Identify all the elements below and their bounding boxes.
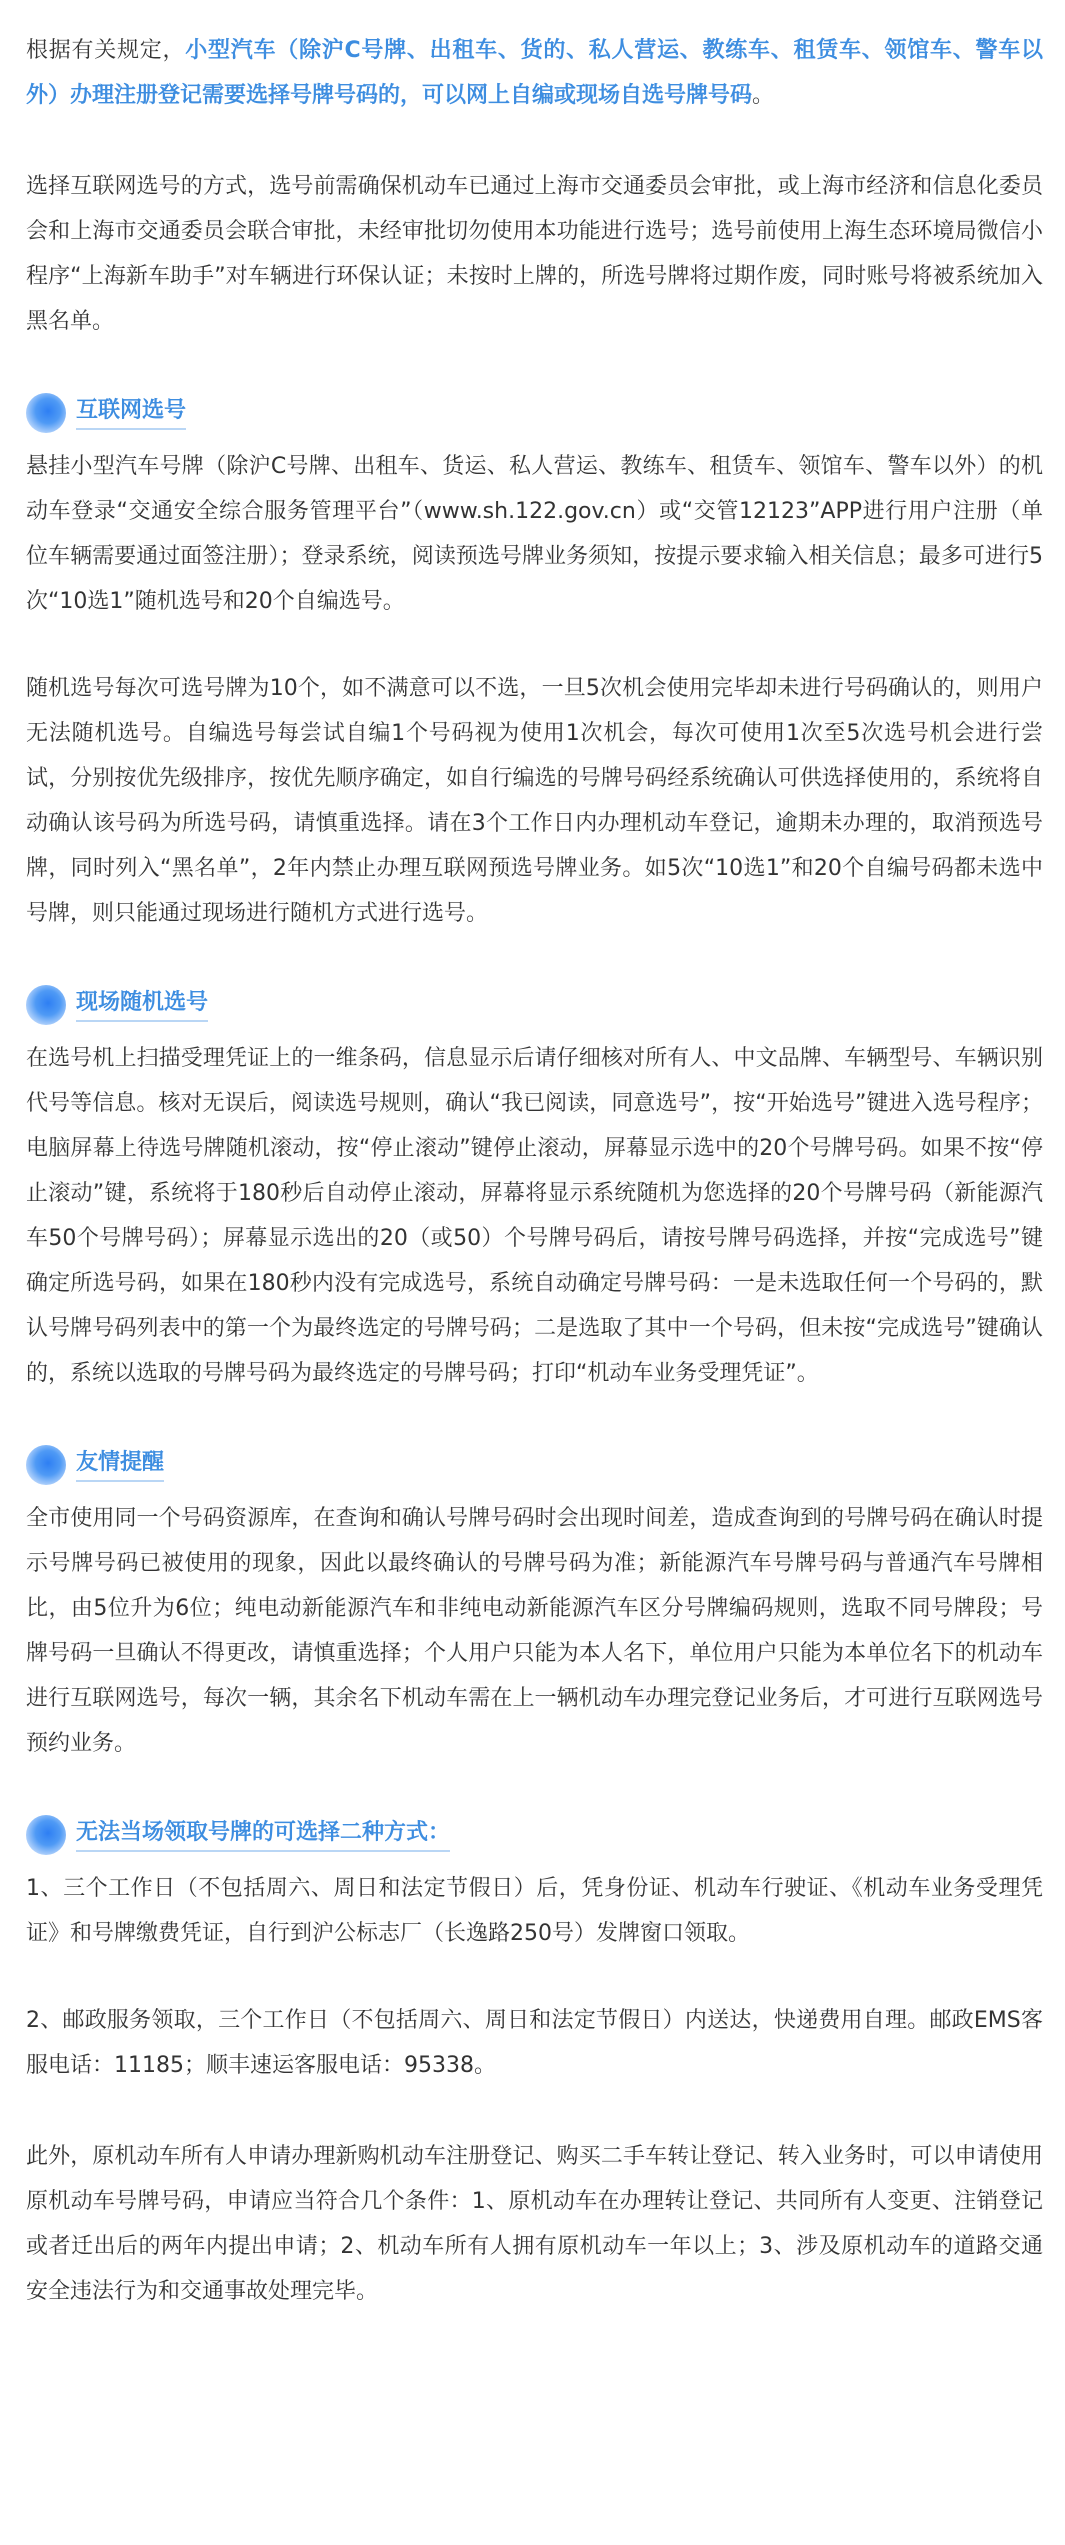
internet-method-paragraph: 选择互联网选号的方式，选号前需确保机动车已通过上海市交通委员会审批，或上海市经济和信息化委员会和上海市交通委员会联合审批，未经审批切勿使用本功能进行选号；选号前使用上海生态环境局微信小程序“上海新车助手”对车辆进行环保认证；未按时上牌的，所选号牌将过期作废，同时账号将被系统加入黑名单。: [26, 174, 1043, 334]
pickup-paragraph-1: 1、三个工作日（不包括周六、周日和法定节假日）后，凭身份证、机动车行驶证、《机动车业务受理凭证》和号牌缴费凭证，自行到沪公标志厂（长逸路250号）发牌窗口领取。: [26, 1876, 1043, 1946]
intro-suffix: 。: [752, 83, 775, 108]
spacer: [26, 1956, 1043, 1998]
spacer: [26, 624, 1043, 666]
reminder-paragraph-1: 全市使用同一个号码资源库，在查询和确认号牌号码时会出现时间差，造成查询到的号牌号码在确认时提示号牌号码已被使用的现象，因此以最终确认的号牌号码为准；新能源汽车号牌号码与普通汽车号牌相比，由5位升为6位；纯电动新能源汽车和非纯电动新能源汽车区分号牌编码规则，选取不同号牌段；号牌号码一旦确认不得更改，请慎重选择；个人用户只能为本人名下，单位用户只能为本单位名下的机动车进行互联网选号，每次一辆，其余名下机动车需在上一辆机动车办理完登记业务后，才可进行互联网选号预约业务。: [26, 1506, 1043, 1756]
section-title-pickup: 无法当场领取号牌的可选择二种方式：: [76, 1818, 450, 1852]
transfer-paragraph: 此外，原机动车所有人申请办理新购机动车注册登记、购买二手车转让登记、转入业务时，可以申请使用原机动车号牌号码，申请应当符合几个条件：1、原机动车在办理转让登记、共同所有人变更、注销登记或者迁出后的两年内提出申请；2、机动车所有人拥有原机动车一年以上；3、涉及原机动车的道路交通安全违法行为和交通事故处理完毕。: [26, 2144, 1043, 2304]
intro-prefix: 根据有关规定，: [26, 38, 186, 63]
blue-dot-icon: [26, 1815, 66, 1855]
pickup-paragraph-2: 2、邮政服务领取，三个工作日（不包括周六、周日和法定节假日）内送达，快递费用自理。邮政EMS客服电话：11185；顺丰速运客服电话：95338。: [26, 2008, 1043, 2078]
blue-dot-icon: [26, 1445, 66, 1485]
section-title-reminder: 友情提醒: [76, 1448, 164, 1482]
spacer: [26, 344, 1043, 390]
onsite-paragraph-1: 在选号机上扫描受理凭证上的一维条码，信息显示后请仔细核对所有人、中文品牌、车辆型号、车辆识别代号等信息。核对无误后，阅读选号规则，确认“我已阅读，同意选号”，按“开始选号”键进入选号程序；电脑屏幕上待选号牌随机滚动，按“停止滚动”键停止滚动，屏幕显示选中的20个号牌号码。如果不按“停止滚动”键，系统将于180秒后自动停止滚动，屏幕将显示系统随机为您选择的20个号牌号码（新能源汽车50个号牌号码）；屏幕显示选出的20（或50）个号牌号码后，请按号牌号码选择，并按“完成选号”键确定所选号码，如果在180秒内没有完成选号，系统自动确定号牌号码：一是未选取任何一个号码的，默认号牌号码列表中的第一个为最终选定的号牌号码；二是选取了其中一个号码，但未按“完成选号”键确认的，系统以选取的号牌号码为最终选定的号牌号码；打印“机动车业务受理凭证”。: [26, 1046, 1043, 1386]
section-heading-onsite: [26, 982, 1043, 1028]
section-title-onsite: 现场随机选号: [76, 988, 208, 1022]
section-heading-internet: [26, 390, 1043, 436]
spacer: [26, 1396, 1043, 1442]
intro-highlight: 小型汽车（除沪C号牌、出租车、货的、私人营运、教练车、租赁车、领馆车、警车以外）办理注册登记需要选择号牌号码的，可以网上自编或现场自选号牌号码: [26, 38, 1043, 108]
internet-paragraph-1: 悬挂小型汽车号牌（除沪C号牌、出租车、货运、私人营运、教练车、租赁车、领馆车、警车以外）的机动车登录“交通安全综合服务管理平台”（www.sh.122.gov.cn）或“交管12123”APP进行用户注册（单位车辆需要通过面签注册）；登录系统，阅读预选号牌业务须知，按提示要求输入相关信息；最多可进行5次“10选1”随机选号和20个自编选号。: [26, 454, 1043, 614]
section-heading-reminder: [26, 1442, 1043, 1488]
spacer: [26, 118, 1043, 164]
blue-dot-icon: [26, 985, 66, 1025]
section-heading-pickup: [26, 1812, 1043, 1858]
intro-paragraph: [26, 28, 1043, 118]
spacer: [26, 1766, 1043, 1812]
spacer: [26, 936, 1043, 982]
section-title-internet: 互联网选号: [76, 396, 186, 430]
spacer: [26, 2088, 1043, 2134]
blue-dot-icon: [26, 393, 66, 433]
internet-paragraph-2: 随机选号每次可选号牌为10个，如不满意可以不选，一旦5次机会使用完毕却未进行号码确认的，则用户无法随机选号。自编选号每尝试自编1个号码视为使用1次机会，每次可使用1次至5次选号机会进行尝试，分别按优先级排序，按优先顺序确定，如自行编选的号牌号码经系统确认可供选择使用的，系统将自动确认该号码为所选号码，请慎重选择。请在3个工作日内办理机动车登记，逾期未办理的，取消预选号牌，同时列入“黑名单”，2年内禁止办理互联网预选号牌业务。如5次“10选1”和20个自编号码都未选中号牌，则只能通过现场进行随机方式进行选号。: [26, 676, 1043, 926]
